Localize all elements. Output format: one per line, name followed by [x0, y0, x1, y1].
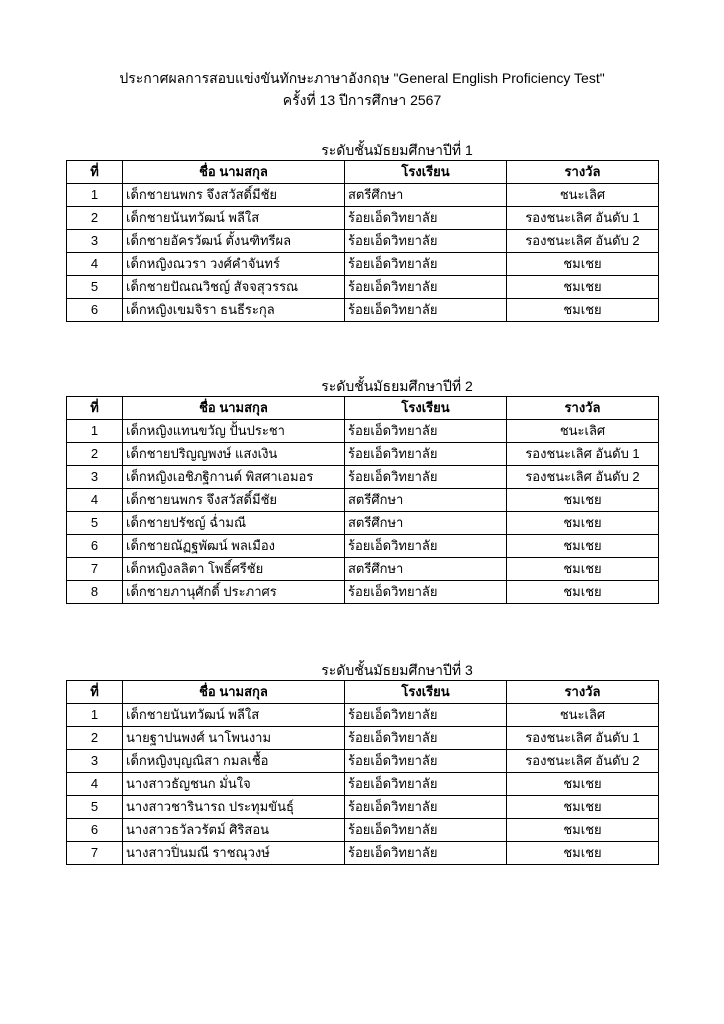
table-row	[67, 727, 659, 750]
table-row	[67, 443, 659, 466]
school-cell: ร้อยเอ็ดวิทยาลัย	[345, 253, 507, 276]
table-row	[67, 253, 659, 276]
table-header-row	[67, 397, 659, 420]
header-name: ชื่อ นามสกุล	[123, 161, 345, 184]
award-cell: ชมเชย	[507, 253, 659, 276]
rank-cell: 6	[67, 299, 123, 322]
student-name-cell: เด็กชายปรัชญ์ ฉ่ำมณี	[123, 512, 345, 535]
table-row	[67, 184, 659, 207]
header-award: รางวัล	[507, 397, 659, 420]
school-cell: ร้อยเอ็ดวิทยาลัย	[345, 727, 507, 750]
school-cell: ร้อยเอ็ดวิทยาลัย	[345, 704, 507, 727]
school-cell: ร้อยเอ็ดวิทยาลัย	[345, 299, 507, 322]
table-header-row	[67, 681, 659, 704]
school-cell: ร้อยเอ็ดวิทยาลัย	[345, 750, 507, 773]
award-cell: ชมเชย	[507, 796, 659, 819]
award-cell: รองชนะเลิศ อันดับ 2	[507, 750, 659, 773]
student-name-cell: เด็กหญิงบุญณิสา กมลเชื้อ	[123, 750, 345, 773]
school-cell: ร้อยเอ็ดวิทยาลัย	[345, 443, 507, 466]
level-title: ระดับชั้นมัธยมศึกษาปีที่ 1	[321, 142, 473, 158]
award-cell: รองชนะเลิศ อันดับ 1	[507, 443, 659, 466]
level-section-m2	[66, 376, 658, 604]
student-name-cell: เด็กชายนพกร จึงสวัสดิ์มีชัย	[123, 184, 345, 207]
rank-cell: 5	[67, 796, 123, 819]
header-name: ชื่อ นามสกุล	[123, 397, 345, 420]
award-cell: ชมเชย	[507, 581, 659, 604]
rank-cell: 7	[67, 558, 123, 581]
award-cell: ชมเชย	[507, 773, 659, 796]
rank-cell: 1	[67, 184, 123, 207]
award-cell: รองชนะเลิศ อันดับ 2	[507, 466, 659, 489]
student-name-cell: เด็กหญิงเอชิภฐิกานต์ พิสศาเอมอร	[123, 466, 345, 489]
table-row	[67, 207, 659, 230]
school-cell: สตรีศึกษา	[345, 184, 507, 207]
level-section-m3	[66, 660, 658, 865]
table-row	[67, 819, 659, 842]
table-row	[67, 558, 659, 581]
announcement-header	[0, 67, 724, 111]
student-name-cell: เด็กชายปัณณวิชญ์ สัจจสุวรรณ	[123, 276, 345, 299]
level-title: ระดับชั้นมัธยมศึกษาปีที่ 3	[321, 662, 473, 678]
header-no: ที่	[67, 161, 123, 184]
student-name-cell: เด็กชายนันทวัฒน์ พลีใส	[123, 207, 345, 230]
student-name-cell: นายฐาปนพงศ์ นาโพนงาม	[123, 727, 345, 750]
table-row	[67, 276, 659, 299]
table-row	[67, 512, 659, 535]
student-name-cell: เด็กชายปริญญพงษ์ แสงเงิน	[123, 443, 345, 466]
student-name-cell: นางสาวปิ่นมณี ราชณุวงษ์	[123, 842, 345, 865]
award-cell: ชนะเลิศ	[507, 184, 659, 207]
rank-cell: 3	[67, 466, 123, 489]
rank-cell: 2	[67, 727, 123, 750]
award-cell: รองชนะเลิศ อันดับ 2	[507, 230, 659, 253]
table-row	[67, 842, 659, 865]
table-row	[67, 535, 659, 558]
announcement-title: ประกาศผลการสอบแข่งขันทักษะภาษาอังกฤษ "General English Proficiency Test"	[119, 70, 605, 86]
student-name-cell: เด็กชายภานุศักดิ์ ประภาศร	[123, 581, 345, 604]
rank-cell: 2	[67, 443, 123, 466]
rank-cell: 1	[67, 420, 123, 443]
rank-cell: 2	[67, 207, 123, 230]
table-row	[67, 420, 659, 443]
school-cell: ร้อยเอ็ดวิทยาลัย	[345, 466, 507, 489]
award-cell: ชนะเลิศ	[507, 704, 659, 727]
header-school: โรงเรียน	[345, 681, 507, 704]
award-cell: ชมเชย	[507, 276, 659, 299]
header-name: ชื่อ นามสกุล	[123, 681, 345, 704]
table-row	[67, 230, 659, 253]
results-table	[66, 160, 659, 322]
rank-cell: 1	[67, 704, 123, 727]
student-name-cell: เด็กชายนันทวัฒน์ พลีใส	[123, 704, 345, 727]
school-cell: ร้อยเอ็ดวิทยาลัย	[345, 796, 507, 819]
student-name-cell: เด็กหญิงแทนขวัญ ปั้นประชา	[123, 420, 345, 443]
student-name-cell: เด็กชายอัครวัฒน์ ตั้งนฑิทรีผล	[123, 230, 345, 253]
school-cell: ร้อยเอ็ดวิทยาลัย	[345, 420, 507, 443]
rank-cell: 4	[67, 489, 123, 512]
student-name-cell: เด็กชายณัฏฐพัฒน์ พลเมือง	[123, 535, 345, 558]
school-cell: ร้อยเอ็ดวิทยาลัย	[345, 207, 507, 230]
school-cell: ร้อยเอ็ดวิทยาลัย	[345, 230, 507, 253]
award-cell: ชมเชย	[507, 819, 659, 842]
award-cell: ชมเชย	[507, 299, 659, 322]
table-row	[67, 750, 659, 773]
level-title: ระดับชั้นมัธยมศึกษาปีที่ 2	[321, 378, 473, 394]
school-cell: ร้อยเอ็ดวิทยาลัย	[345, 276, 507, 299]
award-cell: รองชนะเลิศ อันดับ 1	[507, 207, 659, 230]
header-award: รางวัล	[507, 161, 659, 184]
student-name-cell: นางสาวธัญชนก มั่นใจ	[123, 773, 345, 796]
student-name-cell: เด็กหญิงณวรา วงศ์คำจันทร์	[123, 253, 345, 276]
student-name-cell: เด็กหญิงลลิตา โพธิ์ศรีชัย	[123, 558, 345, 581]
student-name-cell: เด็กชายนพกร จึงสวัสดิ์มีชัย	[123, 489, 345, 512]
school-cell: ร้อยเอ็ดวิทยาลัย	[345, 819, 507, 842]
rank-cell: 4	[67, 253, 123, 276]
results-table	[66, 396, 659, 604]
student-name-cell: นางสาวธวัลวรัตม์ ศิริสอน	[123, 819, 345, 842]
header-no: ที่	[67, 681, 123, 704]
level-section-m1	[66, 140, 658, 322]
table-row	[67, 299, 659, 322]
table-row	[67, 489, 659, 512]
rank-cell: 6	[67, 535, 123, 558]
table-row	[67, 796, 659, 819]
table-header-row	[67, 161, 659, 184]
table-row	[67, 581, 659, 604]
school-cell: ร้อยเอ็ดวิทยาลัย	[345, 773, 507, 796]
award-cell: ชมเชย	[507, 558, 659, 581]
school-cell: ร้อยเอ็ดวิทยาลัย	[345, 581, 507, 604]
announcement-subtitle: ครั้งที่ 13 ปีการศึกษา 2567	[282, 92, 442, 108]
header-school: โรงเรียน	[345, 397, 507, 420]
results-table	[66, 680, 659, 865]
rank-cell: 4	[67, 773, 123, 796]
table-row	[67, 466, 659, 489]
student-name-cell: เด็กหญิงเขมจิรา ธนธีระกุล	[123, 299, 345, 322]
header-award: รางวัล	[507, 681, 659, 704]
header-no: ที่	[67, 397, 123, 420]
table-row	[67, 773, 659, 796]
award-cell: ชมเชย	[507, 535, 659, 558]
rank-cell: 7	[67, 842, 123, 865]
award-cell: ชมเชย	[507, 489, 659, 512]
school-cell: สตรีศึกษา	[345, 558, 507, 581]
student-name-cell: นางสาวชารินารถ ประทุมขันธุ์	[123, 796, 345, 819]
school-cell: ร้อยเอ็ดวิทยาลัย	[345, 842, 507, 865]
header-school: โรงเรียน	[345, 161, 507, 184]
rank-cell: 8	[67, 581, 123, 604]
award-cell: ชนะเลิศ	[507, 420, 659, 443]
award-cell: ชมเชย	[507, 842, 659, 865]
school-cell: ร้อยเอ็ดวิทยาลัย	[345, 535, 507, 558]
rank-cell: 5	[67, 512, 123, 535]
rank-cell: 6	[67, 819, 123, 842]
rank-cell: 3	[67, 750, 123, 773]
rank-cell: 5	[67, 276, 123, 299]
award-cell: รองชนะเลิศ อันดับ 1	[507, 727, 659, 750]
rank-cell: 3	[67, 230, 123, 253]
table-row	[67, 704, 659, 727]
school-cell: สตรีศึกษา	[345, 489, 507, 512]
school-cell: สตรีศึกษา	[345, 512, 507, 535]
award-cell: ชมเชย	[507, 512, 659, 535]
